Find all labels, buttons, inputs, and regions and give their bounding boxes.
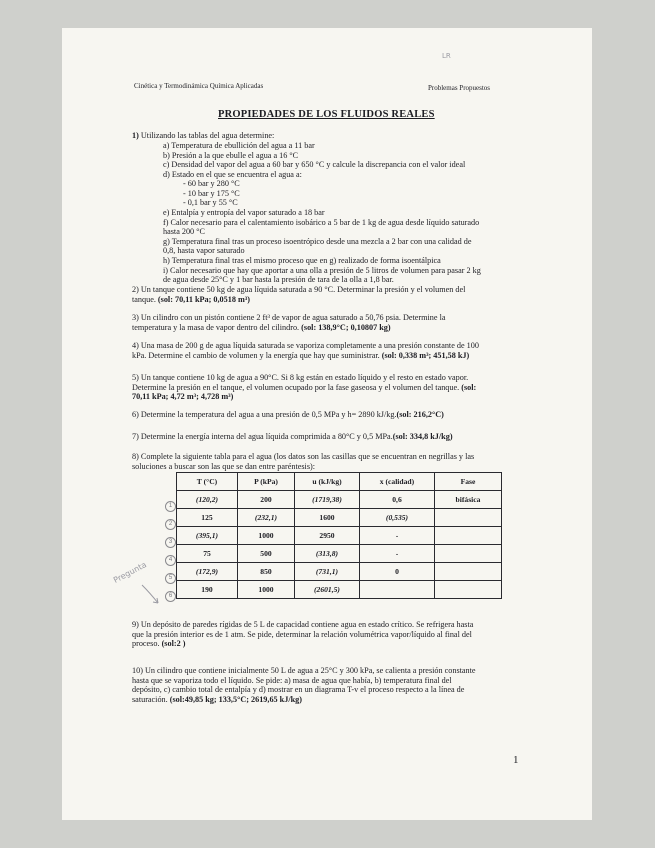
problem-7-solution: (sol: 334,8 kJ/kg) [392,432,453,441]
table-cell: (232,1) [238,509,295,527]
problem-3-line1: 3) Un cilindro con un pistón contiene 2 ft³ de vapor de agua saturado a 50,76 psia. Determine la [132,313,446,322]
problem-10-line1: 10) Un cilindro que contiene inicialmente 50 L de agua a 25°C y 300 kPa, se calienta a presión constante [132,666,476,675]
table-cell: 2950 [295,527,360,545]
row-mark-circle: 5 [165,573,176,584]
item-d: d) Estado en el que se encuentra el agua a: [163,169,302,179]
problem-1-states [183,179,240,208]
margin-handwriting: Pregunta [111,560,148,585]
table-cell: - [360,527,435,545]
problem-10-line3: depósito, c) cambio total de entalpía y d) mostrar en un diagrama T-v el proceso respecto a la línea de [132,685,465,695]
table-header-row [177,473,502,491]
handwritten-note: LR [442,52,451,60]
problem-5-solution: 70,11 kPa; 4,72 m³; 4,728 m³) [132,392,234,402]
table-cell: (395,1) [177,527,238,545]
row-mark-circle: 6 [165,591,176,602]
table-row [177,545,502,563]
table-cell: (2601,5) [295,581,360,599]
table-row [177,527,502,545]
table-row [177,509,502,527]
state-1: - 60 bar y 280 °C [183,179,240,188]
table-cell: 1000 [238,527,295,545]
table-cell: 200 [238,491,295,509]
problem-8 [132,452,512,471]
problem-3-solution: (sol: 138,9°C; 0,10807 kg) [301,322,391,332]
problem-1-number: 1) [132,131,139,140]
problem-10-solution: (sol:49,85 kg; 133,5°C; 2619,65 kJ/kg) [169,694,302,704]
problem-1-items-2 [163,208,481,285]
problem-4-solution: (sol: 0,338 m³; 451,58 kJ) [381,350,470,360]
table-cell: (120,2) [177,491,238,509]
item-b: b) Presión a la que ebulle el agua a 16 °C [163,150,299,160]
problem-7-text: 7) Determine la energía interna del agua líquida comprimida a 80°C y 0,5 MPa. [132,432,393,441]
page-title: PROPIEDADES DE LOS FLUIDOS REALES [218,109,435,120]
problem-9-solution: (sol:2 ) [161,639,186,649]
table-cell: (731,1) [295,563,360,581]
item-f: f) Calor necesario para el calentamiento isobárico a 5 bar de 1 kg de agua desde líquido saturado [163,217,480,227]
item-h: h) Temperatura final tras el mismo proceso que en g) realizado de forma isoentálpica [163,255,441,265]
table-cell: 500 [238,545,295,563]
table-cell [435,509,502,527]
item-i: i) Calor necesario que hay que aportar a una olla a presión de 5 litros de volumen para pasar 2 kg [163,265,481,275]
item-i-cont: de agua desde 25°C y 1 bar hasta la presión de tara de la olla a 1,8 bar. [163,275,394,285]
table-cell: 190 [177,581,238,599]
problem-10 [132,666,512,704]
table-row [177,491,502,509]
table-cell: 850 [238,563,295,581]
problem-4-line1: 4) Una masa de 200 g de agua líquida saturada se vaporiza completamente a una presión constante de 100 [132,341,479,350]
pencil-arrow-icon [140,583,162,607]
problem-6 [132,410,444,420]
table-cell: 1000 [238,581,295,599]
problem-6-text: 6) Determine la temperatura del agua a una presión de 0,5 MPa y h= 2890 kJ/kg. [132,410,397,419]
table-cell: (0,535) [360,509,435,527]
header-section: Problemas Propuestos [428,84,491,92]
problem-9-line2: que la presión interior es de 1 atm. Se pide, determinar la relación volumétrica vapor/líquido al final del [132,629,472,639]
header-course: Cinética y Termodinámica Química Aplicadas [134,82,264,90]
col-header-x: x (calidad) [360,473,435,491]
row-mark-circle: 4 [165,555,176,566]
table-cell [435,545,502,563]
problem-7 [132,432,453,442]
problem-9-line3: proceso. [132,639,160,649]
problem-1-text: Utilizando las tablas del agua determine: [140,131,275,140]
problem-10-line2: hasta que se vaporiza todo el líquido. Se pide: a) masa de agua que había, b) temperatura final del [132,675,452,685]
problem-2 [132,285,512,304]
problem-2-line2: tanque. [132,294,156,304]
state-3: - 0,1 bar y 55 °C [183,198,238,208]
table-cell: (172,9) [177,563,238,581]
table-cell [435,581,502,599]
row-mark-circle: 1 [165,501,176,512]
problem-5-line1: 5) Un tanque contiene 10 kg de agua a 90°C. Si 8 kg están en estado líquido y el resto en estado vapor. [132,373,469,382]
col-header-p: P (kPa) [238,473,295,491]
problem-9 [132,620,512,649]
row-mark-circle: 2 [165,519,176,530]
problem-8-line2: soluciones a buscar son las que se dan entre paréntesis): [132,461,316,471]
water-properties-table [176,472,502,599]
table-row [177,563,502,581]
problem-1-intro [132,131,274,141]
col-header-fase: Fase [435,473,502,491]
item-c: c) Densidad del vapor del agua a 60 bar y 650 °C y calcule la discrepancia con el valor ideal [163,160,466,170]
table-cell: 0 [360,563,435,581]
col-header-u: u (kJ/kg) [295,473,360,491]
problem-2-line1: 2) Un tanque contiene 50 kg de agua líquida saturada a 90 °C. Determinar la presión y el volumen del [132,285,466,294]
problem-3-line2: temperatura y la masa de vapor dentro del cilindro. [132,322,300,332]
table-row [177,581,502,599]
table-cell [435,527,502,545]
problem-8-line1: 8) Complete la siguiente tabla para el agua (los datos son las casillas que se encuentran en negrillas y las [132,452,475,461]
table-cell: - [360,545,435,563]
page-number: 1 [513,754,519,766]
table-cell: 75 [177,545,238,563]
problem-4 [132,341,512,360]
item-f-cont: hasta 200 °C [163,227,205,237]
table-cell: (1719,38) [295,491,360,509]
table-cell: 1600 [295,509,360,527]
problem-1-items [163,141,465,179]
item-g: g) Temperatura final tras un proceso isoentrópico desde una mezcla a 2 bar con una calidad de [163,236,472,246]
problem-4-line2: kPa. Determine el cambio de volumen y la energía que hay que suministrar. [132,350,380,360]
table-cell [360,581,435,599]
problem-9-line1: 9) Un depósito de paredes rígidas de 5 L de capacidad contiene agua en estado crítico. Se refrigera hasta [132,620,474,629]
state-2: - 10 bar y 175 °C [183,188,240,198]
problem-5-solution-prefix: (sol: [461,382,477,392]
col-header-t: T (°C) [177,473,238,491]
table-cell: 0,6 [360,491,435,509]
table-cell: 125 [177,509,238,527]
problem-2-solution: (sol: 70,11 kPa; 0,0518 m³) [157,294,250,304]
problem-6-solution: (sol: 216,2°C) [396,410,444,419]
item-e: e) Entalpía y entropía del vapor saturado a 18 bar [163,208,325,217]
item-g-cont: 0,8, hasta vapor saturado [163,246,245,256]
problem-5-line2: Determine la presión en el tanque, el volumen ocupado por la fase gaseosa y el volumen del tanque. [132,382,460,392]
problem-3 [132,313,512,332]
problem-10-line4: saturación. [132,694,168,704]
item-a: a) Temperatura de ebullición del agua a 11 bar [163,141,315,150]
row-mark-circle: 3 [165,537,176,548]
table-cell: bifásica [435,491,502,509]
problem-5 [132,373,512,402]
table-cell: (313,8) [295,545,360,563]
table-cell [435,563,502,581]
